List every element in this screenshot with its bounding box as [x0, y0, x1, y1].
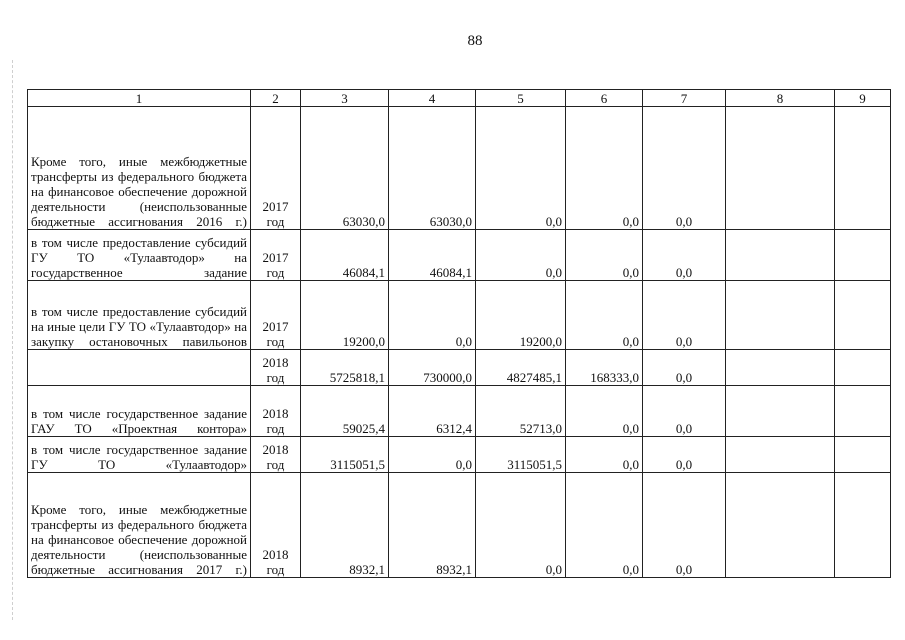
header-col-9: 9: [835, 90, 891, 107]
cell-col-9: [835, 281, 891, 350]
row-year: 2017 год: [251, 281, 301, 350]
row-description: в том числе государственное задание ГУ ТО «Тулаавтодор»: [28, 437, 251, 473]
row-description: в том числе предоставление субсидий ГУ ТО «Тулаавтодор» на государственное задание: [28, 230, 251, 281]
cell-col-8: [726, 350, 835, 386]
cell-col-8: [726, 230, 835, 281]
cell-col-6: 0,0: [566, 437, 643, 473]
table-row: [28, 230, 891, 281]
cell-col-3: 59025,4: [301, 386, 389, 437]
header-col-8: 8: [726, 90, 835, 107]
row-description: Кроме того, иные межбюджетные трансферты из федерального бюджета на финансовое обеспечение дорожной деятельности (неиспользованные бюджетные ассигнования 2017 г.): [28, 473, 251, 578]
cell-col-9: [835, 437, 891, 473]
cell-col-8: [726, 386, 835, 437]
cell-col-4: 6312,4: [389, 386, 476, 437]
cell-col-9: [835, 230, 891, 281]
cell-col-6: 0,0: [566, 386, 643, 437]
cell-col-5: 0,0: [476, 107, 566, 230]
table-row: [28, 386, 891, 437]
cell-col-3: 63030,0: [301, 107, 389, 230]
cell-col-3: 8932,1: [301, 473, 389, 578]
table-row: [28, 107, 891, 230]
cell-col-7: 0,0: [643, 107, 726, 230]
table-row: [28, 281, 891, 350]
cell-col-5: 4827485,1: [476, 350, 566, 386]
row-description: Кроме того, иные межбюджетные трансферты из федерального бюджета на финансовое обеспечение дорожной деятельности (неиспользованные бюджетные ассигнования 2016 г.): [28, 107, 251, 230]
cell-col-9: [835, 350, 891, 386]
page-number: 88: [467, 33, 483, 49]
cell-col-9: [835, 107, 891, 230]
cell-col-6: 0,0: [566, 473, 643, 578]
header-row: [28, 90, 891, 107]
row-year: 2018 год: [251, 437, 301, 473]
cell-col-4: 8932,1: [389, 473, 476, 578]
cell-col-3: 46084,1: [301, 230, 389, 281]
header-col-3: 3: [301, 90, 389, 107]
header-col-1: 1: [28, 90, 251, 107]
scan-edge-line: [12, 60, 13, 620]
cell-col-4: 730000,0: [389, 350, 476, 386]
cell-col-7: 0,0: [643, 386, 726, 437]
header-col-4: 4: [389, 90, 476, 107]
row-year: 2018 год: [251, 386, 301, 437]
row-year: 2017 год: [251, 107, 301, 230]
cell-col-5: 3115051,5: [476, 437, 566, 473]
cell-col-4: 63030,0: [389, 107, 476, 230]
row-year: 2018 год: [251, 473, 301, 578]
cell-col-9: [835, 386, 891, 437]
row-description: [28, 350, 251, 386]
table-row: [28, 437, 891, 473]
cell-col-5: 52713,0: [476, 386, 566, 437]
cell-col-8: [726, 473, 835, 578]
header-col-7: 7: [643, 90, 726, 107]
cell-col-8: [726, 107, 835, 230]
row-year: 2018 год: [251, 350, 301, 386]
cell-col-7: 0,0: [643, 350, 726, 386]
cell-col-3: 5725818,1: [301, 350, 389, 386]
cell-col-3: 19200,0: [301, 281, 389, 350]
row-year: 2017 год: [251, 230, 301, 281]
cell-col-6: 168333,0: [566, 350, 643, 386]
cell-col-4: 0,0: [389, 281, 476, 350]
cell-col-8: [726, 437, 835, 473]
cell-col-5: 19200,0: [476, 281, 566, 350]
table-row: [28, 473, 891, 578]
cell-col-3: 3115051,5: [301, 437, 389, 473]
header-col-6: 6: [566, 90, 643, 107]
cell-col-4: 0,0: [389, 437, 476, 473]
header-col-2: 2: [251, 90, 301, 107]
row-description: в том числе предоставление субсидий на иные цели ГУ ТО «Тулаавтодор» на закупку остановочных павильонов: [28, 281, 251, 350]
cell-col-7: 0,0: [643, 437, 726, 473]
cell-col-7: 0,0: [643, 473, 726, 578]
cell-col-6: 0,0: [566, 107, 643, 230]
cell-col-9: [835, 473, 891, 578]
header-col-5: 5: [476, 90, 566, 107]
row-description: в том числе государственное задание ГАУ ТО «Проектная контора»: [28, 386, 251, 437]
cell-col-6: 0,0: [566, 230, 643, 281]
budget-table: [27, 89, 891, 578]
table-row: [28, 350, 891, 386]
cell-col-7: 0,0: [643, 281, 726, 350]
cell-col-5: 0,0: [476, 230, 566, 281]
cell-col-7: 0,0: [643, 230, 726, 281]
cell-col-8: [726, 281, 835, 350]
cell-col-4: 46084,1: [389, 230, 476, 281]
cell-col-5: 0,0: [476, 473, 566, 578]
cell-col-6: 0,0: [566, 281, 643, 350]
